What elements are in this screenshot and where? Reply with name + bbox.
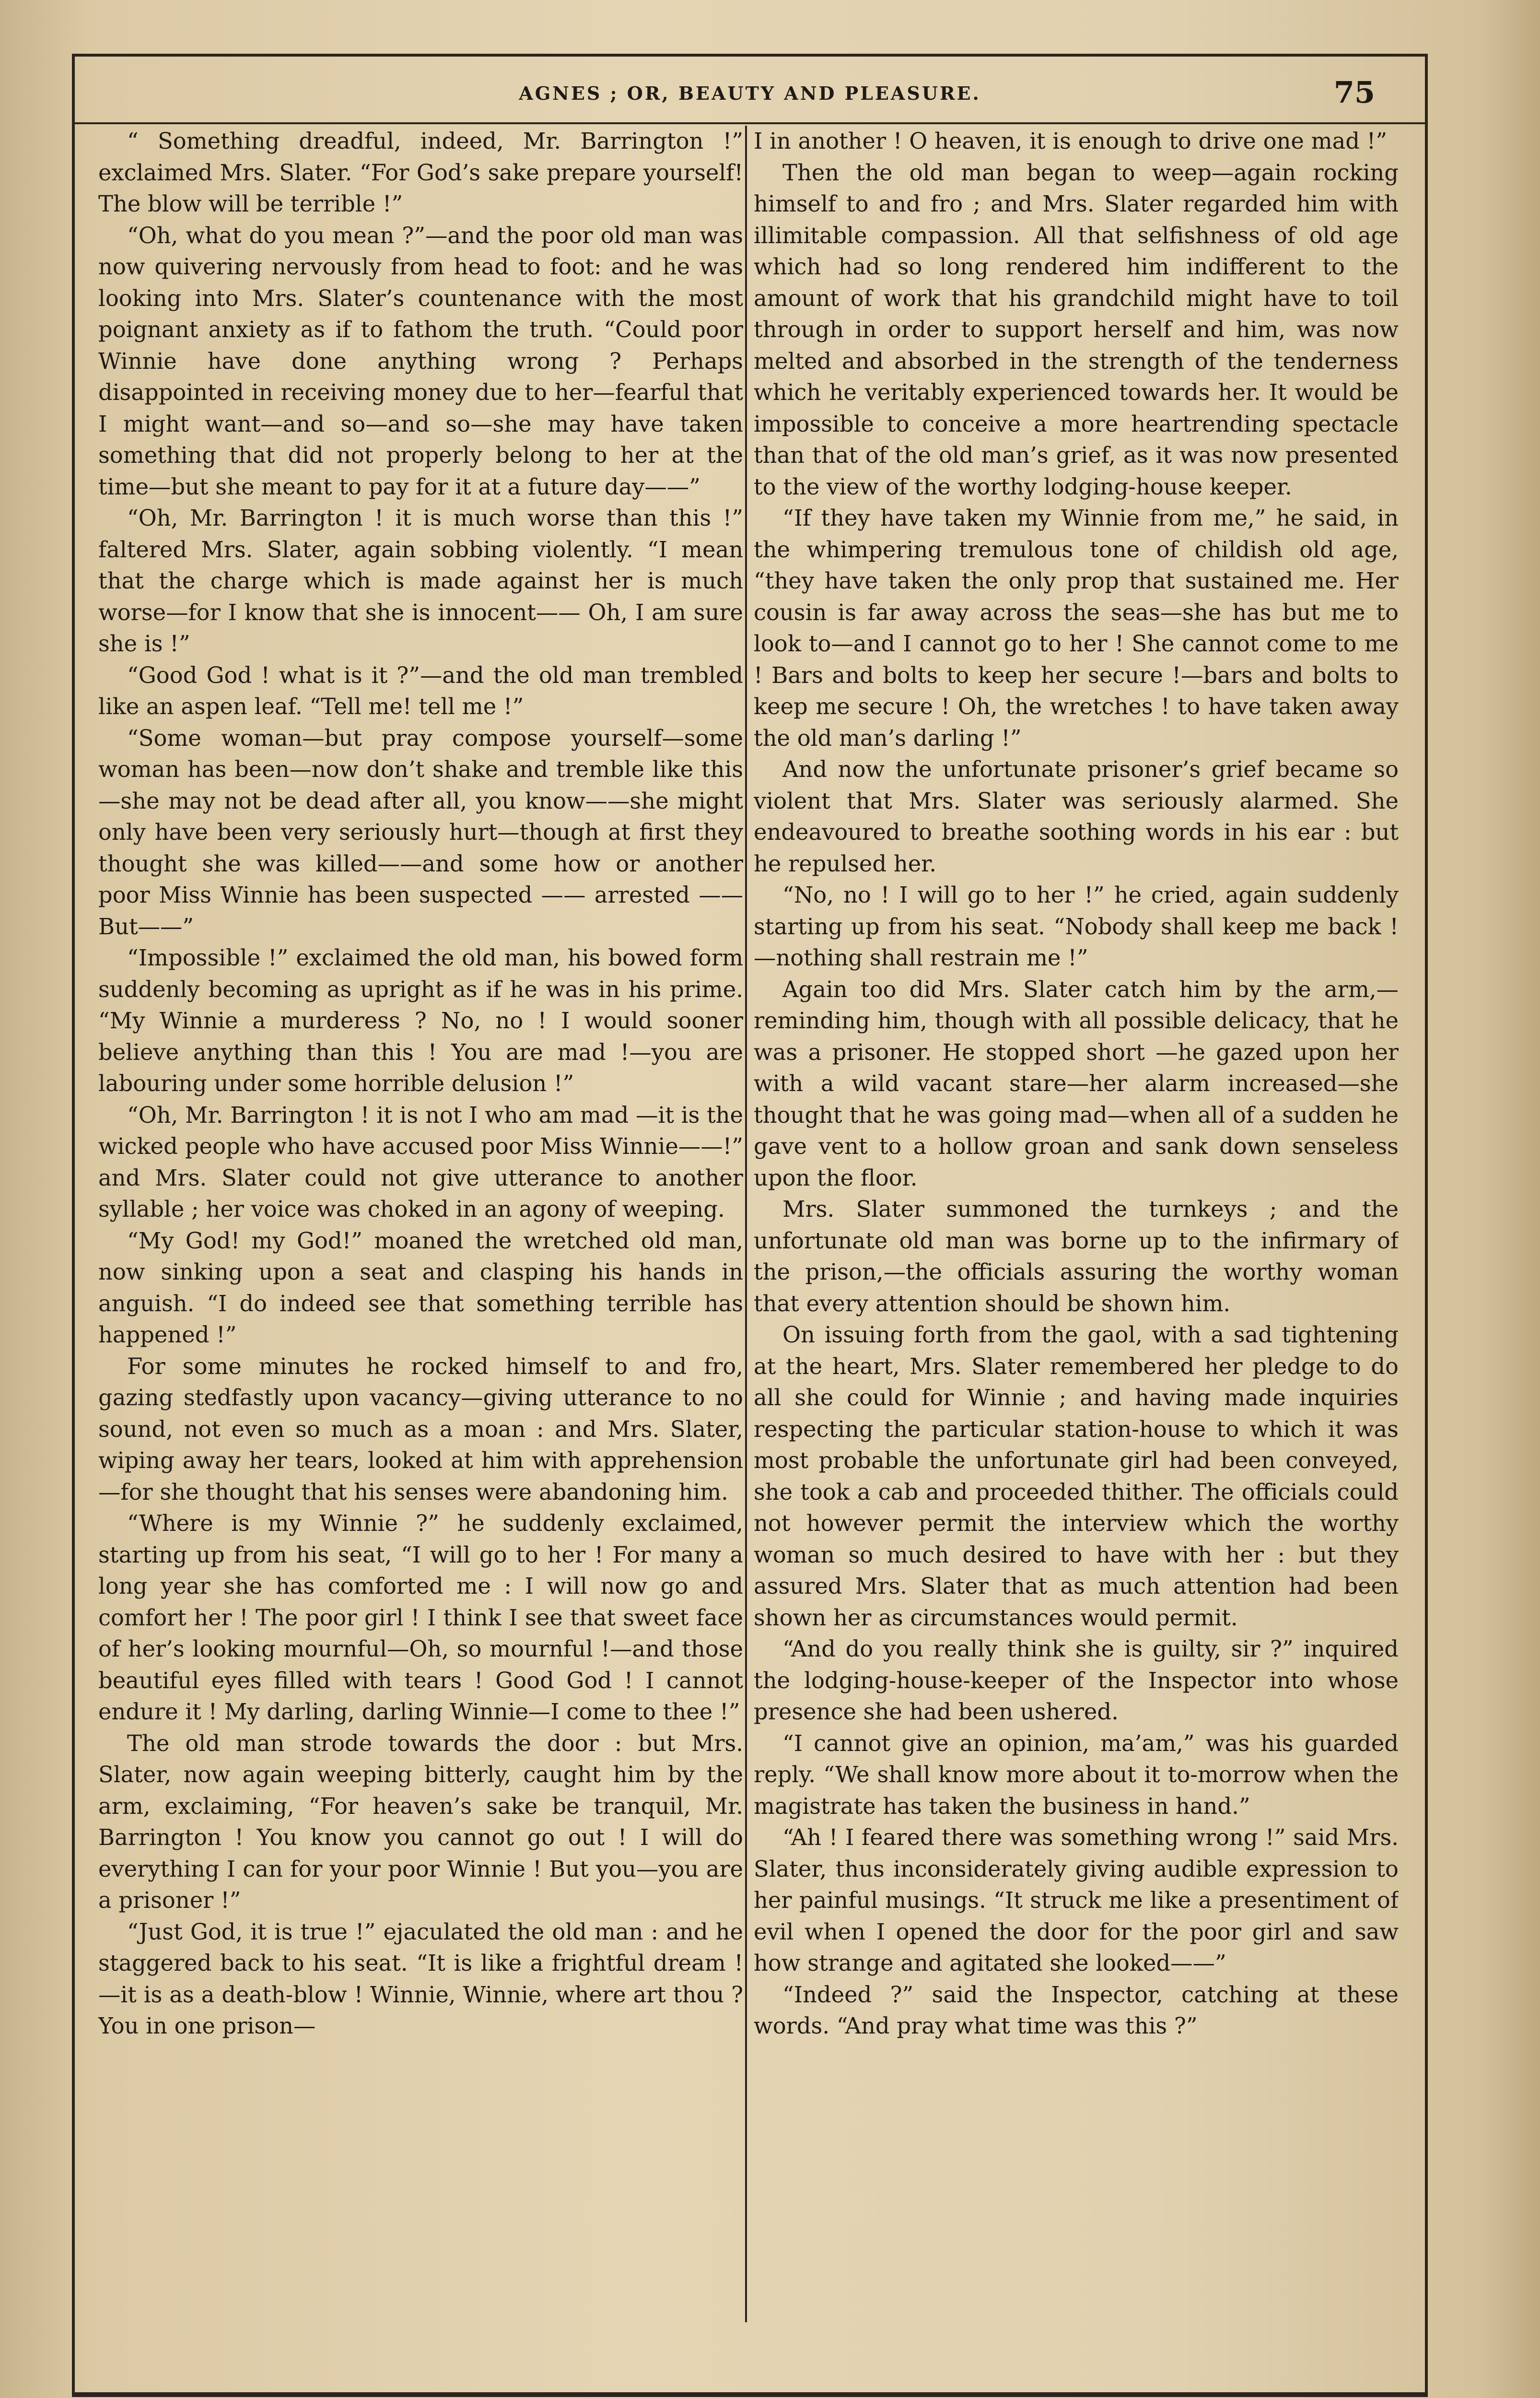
paragraph: Again too did Mrs. Slater catch him by the arm,—reminding him, though with all possible delicacy, that he was a prisoner. He stopped short —he gazed upon her with a wild vacant stare—her alarm increased—she thought that he was going mad—when all of a sudden he gave vent to a hollow groan and sank down senseless upon the floor. (754, 976, 1399, 1191)
paragraph: “Oh, what do you mean ?”—and the poor old man was now quivering nervously from head to foot: and he was looking into Mrs. Slater’s countenance with the most poignant anxiety as if to fathom the truth. “Could poor Winnie have done anything wrong ? Perhaps disappointed in receiving money due to her—fearful that I might want—and so—and so—she may have taken something that did not properly belong to her at the time—but she meant to pay for it at a future day——” (98, 222, 743, 500)
page-number: 75 (1333, 75, 1375, 110)
header-rule (72, 122, 1428, 124)
footer-rule (72, 2392, 1428, 2395)
paragraph: “And do you really think she is guilty, sir ?” inquired the lodging-house-keeper of the Inspector into whose presence she had been ushered. (754, 1636, 1399, 1725)
paragraph: “No, no ! I will go to her !” he cried, again suddenly starting up from his seat. “Nobody shall keep me back !—nothing shall restrain me !” (754, 882, 1399, 971)
paragraph: “Indeed ?” said the Inspector, catching at these words. “And pray what time was this ?” (754, 1981, 1399, 2039)
paragraph: “Good God ! what is it ?”—and the old man trembled like an aspen leaf. “Tell me! tell me !” (98, 662, 743, 719)
left-column (98, 126, 743, 2322)
paragraph: “Where is my Winnie ?” he suddenly exclaimed, starting up from his seat, “I will go to her ! For many a long year she has comforted me : I will now go and comfort her ! The poor girl ! I think I see that sweet face of her’s looking mournful—Oh, so mournful !—and those beautiful eyes filled with tears ! Good God ! I cannot endure it ! My darling, darling Winnie—I come to thee !” (98, 1510, 743, 1725)
paragraph: “I cannot give an opinion, ma’am,” was his guarded reply. “We shall know more about it to-morrow when the magistrate has taken the business in hand.” (754, 1730, 1399, 1819)
paragraph: “ Something dreadful, indeed, Mr. Barrington !” exclaimed Mrs. Slater. “For God’s sake prepare yourself! The blow will be terrible !” (98, 128, 743, 217)
paragraph: “Oh, Mr. Barrington ! it is not I who am mad —it is the wicked people who have accused poor Miss Winnie——!” and Mrs. Slater could not give utterance to another syllable ; her voice was choked in an agony of weeping. (98, 1102, 743, 1222)
paragraph: Mrs. Slater summoned the turnkeys ; and the unfortunate old man was borne up to the infirmary of the prison,—the officials assuring the worthy woman that every attention should be shown him. (754, 1196, 1399, 1317)
column-divider (745, 126, 747, 2322)
paragraph: The old man strode towards the door : but Mrs. Slater, now again weeping bitterly, caught him by the arm, exclaiming, “For heaven’s sake be tranquil, Mr. Barrington ! You know you cannot go out ! I will do everything I can for your poor Winnie ! But you—you are a prisoner !” (98, 1730, 743, 1913)
paragraph: On issuing forth from the gaol, with a sad tightening at the heart, Mrs. Slater remembered her pledge to do all she could for Winnie ; and having made inquiries respecting the particular station-house to which it was most probable the unfortunate girl had been conveyed, she took a cab and proceeded thither. The officials could not however permit the interview which the worthy woman so much desired to have with her : but they assured Mrs. Slater that as much attention had been shown her as circumstances would permit. (754, 1322, 1399, 1631)
running-title: AGNES ; OR, BEAUTY AND PLEASURE. (519, 82, 981, 104)
paragraph: “If they have taken my Winnie from me,” he said, in the whimpering tremulous tone of childish old age, “they have taken the only prop that sustained me. Her cousin is far away across the seas—she has but me to look to—and I cannot go to her ! She cannot come to me ! Bars and bolts to keep her secure !—bars and bolts to keep me secure ! Oh, the wretches ! to have taken away the old man’s darling !” (754, 505, 1399, 751)
paragraph: For some minutes he rocked himself to and fro, gazing stedfastly upon vacancy—giving utterance to no sound, not even so much as a moan : and Mrs. Slater, wiping away her tears, looked at him with apprehension—for she thought that his senses were abandoning him. (98, 1353, 743, 1505)
paragraph: “My God! my God!” moaned the wretched old man, now sinking upon a seat and clasping his hands in anguish. “I do indeed see that something terrible has happened !” (98, 1227, 743, 1348)
paragraph: “Just God, it is true !” ejaculated the old man : and he staggered back to his seat. “It is like a frightful dream !—it is as a death-blow ! Winnie, Winnie, where art thou ? You in one prison— (98, 1918, 743, 2039)
paragraph: “Ah ! I feared there was something wrong !” said Mrs. Slater, thus inconsiderately giving audible expression to her painful musings. “It struck me like a presentiment of evil when I opened the door for the poor girl and saw how strange and agitated she looked——” (754, 1824, 1399, 1976)
page-header (72, 71, 1428, 119)
paragraph: “Oh, Mr. Barrington ! it is much worse than this !” faltered Mrs. Slater, again sobbing violently. “I mean that the charge which is made against her is much worse—for I know that she is innocent—— Oh, I am sure she is !” (98, 505, 743, 657)
paragraph: I in another ! O heaven, it is enough to drive one mad !” (754, 128, 1388, 154)
paragraph: “Impossible !” exclaimed the old man, his bowed form suddenly becoming as upright as if he was in his prime. “My Winnie a murderess ? No, no ! I would sooner believe anything than this ! You are mad !—you are labouring under some horrible delusion !” (98, 945, 743, 1096)
paragraph: “Some woman—but pray compose yourself—some woman has been—now don’t shake and tremble like this—she may not be dead after all, you know——she might only have been very seriously hurt—though at first they thought she was killed——and some how or another poor Miss Winnie has been suspected —— arrested —— But——” (98, 725, 743, 940)
paragraph: Then the old man began to weep—again rocking himself to and fro ; and Mrs. Slater regarded him with illimitable compassion. All that selfishness of old age which had so long rendered him indifferent to the amount of work that his grandchild might have to toil through in order to support herself and him, was now melted and absorbed in the strength of the tenderness which he veritably experienced towards her. It would be impossible to conceive a more heartrending spectacle than that of the old man’s grief, as it was now presented to the view of the worthy lodging-house keeper. (754, 159, 1399, 500)
paragraph: And now the unfortunate prisoner’s grief became so violent that Mrs. Slater was seriously alarmed. She endeavoured to breathe soothing words in his ear : but he repulsed her. (754, 756, 1399, 877)
right-column (754, 126, 1399, 2322)
